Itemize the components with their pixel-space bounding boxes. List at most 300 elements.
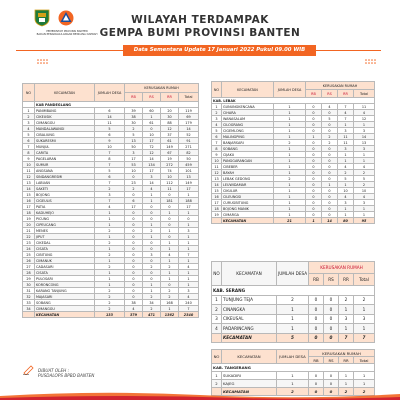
total-rs: 14 [322, 218, 338, 224]
row-kecamatan: LEBAK GEDONG [222, 176, 274, 182]
row-no: 4 [212, 122, 222, 128]
row-rr: 3 [339, 314, 354, 324]
row-kecamatan: SOBANG [222, 146, 274, 152]
row-kecamatan: KARANG TANJUNG [35, 288, 95, 294]
row-jumlah-desa: 2 [95, 306, 125, 312]
row-jumlah-desa: 1 [95, 222, 125, 228]
row-rb: 1 [306, 134, 322, 140]
row-total: 1 [354, 158, 375, 164]
row-rb: 0 [125, 246, 143, 252]
row-jumlah-desa: 9 [95, 138, 125, 144]
row-total: 459 [179, 162, 199, 168]
row-no: 8 [23, 150, 35, 156]
row-total: 7 [179, 252, 199, 258]
total-total: 7 [354, 333, 375, 343]
made-by-label [38, 368, 94, 378]
row-rs: 0 [143, 210, 161, 216]
row-rb: 3 [125, 150, 143, 156]
row-rr: 1 [338, 122, 354, 128]
row-no: 7 [212, 140, 222, 146]
row-jumlah-desa: 2 [95, 294, 125, 300]
row-no: 13 [212, 176, 222, 182]
row-kecamatan: CISATA [35, 270, 95, 276]
col-header-rs: RS [324, 274, 339, 286]
org-line-1: PEMERINTAH PROVINSI BANTEN [46, 30, 88, 33]
row-rr: 1 [161, 270, 179, 276]
row-jumlah-desa: 1 [274, 128, 306, 134]
col-header-rr: RR [339, 357, 354, 364]
row-rb: 0 [125, 192, 143, 198]
row-kecamatan: CURUGBITUNG [222, 200, 274, 206]
row-total: 1 [179, 270, 199, 276]
row-rr: 4 [338, 194, 354, 200]
row-no: 25 [23, 252, 35, 258]
region-label: KAB. LEBAK [212, 98, 375, 104]
row-rr: 1 [338, 206, 354, 212]
row-total: 179 [179, 120, 199, 126]
row-jumlah-desa: 7 [95, 180, 125, 186]
row-rs: 0 [324, 295, 339, 305]
col-header-kerusakan: KERUSAKAN RUMAH [125, 84, 199, 93]
row-rs: 0 [322, 122, 338, 128]
table-row [212, 324, 375, 334]
row-rr: 1 [338, 158, 354, 164]
row-kecamatan: LABUAN [35, 180, 95, 186]
row-total: 1 [179, 246, 199, 252]
pen-icon [23, 365, 35, 375]
row-rr: 1 [161, 258, 179, 264]
row-rb: 0 [309, 305, 324, 315]
row-rb: 0 [125, 210, 143, 216]
row-rr: 0 [161, 204, 179, 210]
row-rr: 0 [161, 216, 179, 222]
row-total: 240 [179, 300, 199, 306]
decorative-dots [36, 58, 50, 66]
row-rr: 1 [338, 152, 354, 158]
row-kecamatan: PADARINCANG [222, 324, 277, 334]
row-jumlah-desa: 6 [95, 174, 125, 180]
row-rs: 61 [143, 120, 161, 126]
row-jumlah-desa: 2 [95, 288, 125, 294]
row-rb: 0 [306, 140, 322, 146]
table-row [212, 380, 375, 388]
row-rr: 1 [161, 306, 179, 312]
col-header-no: NO [23, 84, 35, 102]
table-body [23, 102, 199, 318]
row-total: 13 [354, 140, 375, 146]
row-no: 5 [23, 132, 35, 138]
row-jumlah-desa: 1 [95, 246, 125, 252]
row-kecamatan: SINDANGRESMI [35, 174, 95, 180]
row-no: 2 [23, 114, 35, 120]
row-kecamatan: CIHARA [222, 110, 274, 116]
row-jumlah-desa: 5 [95, 168, 125, 174]
row-total: 4 [354, 164, 375, 170]
row-rs: 17 [143, 168, 161, 174]
row-kecamatan: CIMANGGU [35, 120, 95, 126]
col-header-jumlah-desa: JUMLAH DESA [274, 82, 306, 98]
row-total: 1 [354, 212, 375, 218]
row-rr: 1 [339, 324, 354, 334]
col-header-no: NO [212, 350, 222, 364]
row-kecamatan: KADUHEJO [35, 210, 95, 216]
row-rr: 2 [161, 288, 179, 294]
row-rb: 0 [125, 228, 143, 234]
row-rs: 0 [143, 126, 161, 132]
row-rb: 0 [306, 146, 322, 152]
row-no: 20 [23, 222, 35, 228]
org-line-2: BADAN PENANGGULANGAN BENCANA DAERAH [36, 33, 98, 36]
row-kecamatan: MENES [35, 228, 95, 234]
row-rs: 3 [143, 252, 161, 258]
row-total: 149 [179, 180, 199, 186]
row-rs: 0 [143, 204, 161, 210]
row-rb: 2 [125, 186, 143, 192]
row-jumlah-desa: 1 [95, 258, 125, 264]
row-rs: 0 [324, 305, 339, 315]
row-jumlah-desa: 7 [95, 150, 125, 156]
total-label: KECAMATAN [222, 218, 274, 224]
col-header-total: Total [354, 90, 375, 98]
total-total: 2340 [179, 312, 199, 318]
row-jumlah-desa: 1 [277, 380, 309, 388]
row-total: 188 [179, 198, 199, 204]
row-jumlah-desa: 5 [95, 126, 125, 132]
row-total: 50 [179, 156, 199, 162]
col-header-jumlah-desa: JUMLAH DESA [277, 262, 309, 286]
row-rr: 1 [339, 372, 354, 380]
total-blank [23, 312, 35, 318]
row-total: 3 [354, 146, 375, 152]
row-rs: 0 [322, 212, 338, 218]
col-header-total: Total [354, 274, 375, 286]
row-jumlah-desa: 1 [274, 116, 306, 122]
row-rb: 0 [125, 276, 143, 282]
row-rb: 50 [125, 144, 143, 150]
row-rs: 0 [322, 170, 338, 176]
row-jumlah-desa: 11 [95, 120, 125, 126]
row-jumlah-desa: 7 [95, 162, 125, 168]
total-row [212, 218, 375, 224]
col-header-rs: RS [322, 90, 338, 98]
row-rs: 0 [143, 258, 161, 264]
row-rs: 0 [322, 158, 338, 164]
row-rr: 1 [161, 228, 179, 234]
row-jumlah-desa: 1 [274, 158, 306, 164]
region-label: KAB PANDEGLANG [35, 102, 199, 108]
row-kecamatan: CIKULUR [222, 188, 274, 194]
row-rr: 88 [161, 120, 179, 126]
row-jumlah-desa: 1 [274, 122, 306, 128]
row-no: 10 [23, 162, 35, 168]
total-label: KECAMATAN [35, 312, 95, 318]
row-kecamatan: CIKEUSAL [222, 314, 277, 324]
row-total: 1 [179, 210, 199, 216]
row-rs: 5 [322, 116, 338, 122]
row-jumlah-desa: 10 [95, 144, 125, 150]
row-rs: 34 [143, 300, 161, 306]
row-rr: 5 [338, 176, 354, 182]
row-kecamatan: CARITA [35, 150, 95, 156]
row-kecamatan: KAJEG [222, 380, 277, 388]
row-rs: 1 [143, 114, 161, 120]
row-rs: 0 [143, 240, 161, 246]
row-rs: 1 [322, 182, 338, 188]
total-rs: 471 [143, 312, 161, 318]
total-label: KECAMATAN [222, 333, 277, 343]
row-no: 1 [212, 372, 222, 380]
row-kecamatan: BANJARSARI [222, 140, 274, 146]
row-rb: 17 [125, 204, 143, 210]
row-rb: 0 [125, 222, 143, 228]
row-kecamatan: MUNJUL [35, 144, 95, 150]
row-no: 9 [23, 156, 35, 162]
row-rr: 4 [161, 252, 179, 258]
decorative-dots [364, 58, 378, 66]
row-kecamatan: BOJONG MANIK [222, 206, 274, 212]
row-no: 19 [212, 212, 222, 218]
row-jumlah-desa: 1 [274, 146, 306, 152]
row-no: 2 [212, 110, 222, 116]
row-jumlah-desa: 2 [95, 264, 125, 270]
total-rr: 2 [339, 388, 354, 396]
row-total: 1 [179, 258, 199, 264]
total-label: KECAMATAN [222, 388, 277, 396]
row-jumlah-desa: 2 [95, 240, 125, 246]
row-no: 18 [23, 210, 35, 216]
row-rb: 5 [125, 132, 143, 138]
row-total: 11 [354, 104, 375, 110]
row-rs: 0 [322, 188, 338, 194]
row-no: 31 [23, 288, 35, 294]
row-kecamatan: SUKADIRI [222, 372, 277, 380]
row-no: 10 [212, 158, 222, 164]
row-jumlah-desa: 1 [274, 212, 306, 218]
row-no: 8 [212, 146, 222, 152]
row-rs: 0 [324, 324, 339, 334]
row-total: 52 [179, 132, 199, 138]
row-kecamatan: MANDALAWANGI [35, 126, 95, 132]
row-rr: 7 [338, 116, 354, 122]
row-rb: 0 [125, 234, 143, 240]
table-row [212, 295, 375, 305]
row-total: 91 [179, 138, 199, 144]
row-no: 11 [212, 164, 222, 170]
row-rb: 0 [306, 176, 322, 182]
row-jumlah-desa: 2 [95, 228, 125, 234]
row-jumlah-desa: 2 [277, 295, 309, 305]
row-jumlah-desa: 1 [95, 216, 125, 222]
row-rb: 53 [125, 162, 143, 168]
row-kecamatan: WANASALAM [222, 116, 274, 122]
row-jumlah-desa: 1 [274, 152, 306, 158]
col-header-kecamatan: KECAMATAN [222, 262, 277, 286]
row-rb: 0 [125, 270, 143, 276]
row-rs: 0 [322, 110, 338, 116]
row-no: 24 [23, 246, 35, 252]
row-total: 1 [354, 372, 375, 380]
row-jumlah-desa: 7 [95, 198, 125, 204]
row-rr: 0 [161, 234, 179, 240]
row-no: 2 [212, 305, 222, 315]
row-kecamatan: CIMANUK [35, 258, 95, 264]
row-jumlah-desa: 3 [95, 192, 125, 198]
row-rr: 149 [161, 144, 179, 150]
row-jumlah-desa: 6 [95, 132, 125, 138]
row-rr: 7 [338, 104, 354, 110]
row-jumlah-desa: 1 [274, 188, 306, 194]
row-kecamatan: PAGELARAN [35, 156, 95, 162]
row-rr: 3 [338, 200, 354, 206]
row-rs: 0 [322, 152, 338, 158]
row-rb: 0 [125, 216, 143, 222]
row-total: 17 [179, 204, 199, 210]
row-no: 7 [23, 144, 35, 150]
row-rs: 1 [143, 282, 161, 288]
row-total: 119 [179, 108, 199, 114]
row-no: 3 [212, 116, 222, 122]
row-jumlah-desa: 14 [95, 114, 125, 120]
row-no: 2 [212, 380, 222, 388]
row-rb: 0 [306, 170, 322, 176]
row-kecamatan: BAYAH [222, 170, 274, 176]
col-header-rr: RR [161, 93, 179, 102]
row-no: 14 [23, 186, 35, 192]
row-rr: 37 [161, 132, 179, 138]
row-jumlah-desa: 1 [95, 210, 125, 216]
row-kecamatan: LEUWIDAMAR [222, 182, 274, 188]
row-no: 28 [23, 270, 35, 276]
row-rb: 10 [125, 168, 143, 174]
table-body [212, 286, 375, 343]
row-rr: 11 [338, 140, 354, 146]
row-rr: 1 [161, 240, 179, 246]
row-total: 3 [179, 228, 199, 234]
row-jumlah-desa: 1 [277, 372, 309, 380]
row-total: 1 [179, 240, 199, 246]
table-serang [211, 261, 375, 343]
row-kecamatan: CIBITUNG [35, 252, 95, 258]
row-kecamatan: CIJAKU [222, 152, 274, 158]
row-kecamatan: CINANGKA [222, 305, 277, 315]
row-rb: 0 [306, 164, 322, 170]
row-rs: 0 [324, 380, 339, 388]
row-no: 26 [23, 258, 35, 264]
row-rs: 14 [143, 156, 161, 162]
row-total: 82 [179, 150, 199, 156]
row-no: 1 [23, 108, 35, 114]
row-kecamatan: BOJONG [35, 192, 95, 198]
row-rs: 1 [143, 234, 161, 240]
row-total: 271 [179, 144, 199, 150]
row-rs: 17 [143, 138, 161, 144]
row-no: 33 [23, 300, 35, 306]
row-rb: 2 [125, 126, 143, 132]
row-rs: 14 [143, 180, 161, 186]
row-jumlah-desa: 1 [95, 282, 125, 288]
row-rb: 39 [125, 108, 143, 114]
row-kecamatan: CILOGRANG [222, 122, 274, 128]
col-header-rb: RB [309, 274, 324, 286]
total-rs: 0 [324, 333, 339, 343]
row-rb: 0 [306, 110, 322, 116]
row-jumlah-desa: 1 [95, 234, 125, 240]
region-label: KAB. TANGERANG [212, 364, 375, 372]
row-rr: 12 [161, 126, 179, 132]
row-rs: 0 [143, 276, 161, 282]
col-header-rr: RR [339, 274, 354, 286]
col-header-kecamatan: KECAMATAN [35, 84, 95, 102]
row-rb: 0 [309, 295, 324, 305]
row-rb: 13 [125, 138, 143, 144]
row-rs: 0 [322, 176, 338, 182]
row-rb: 6 [125, 198, 143, 204]
col-header-jumlah-desa: JUMLAH DESA [95, 84, 125, 102]
row-total: 14 [354, 134, 375, 140]
row-rb: 0 [306, 104, 322, 110]
row-rs: 1 [143, 288, 161, 294]
row-kecamatan: CIKEDAL [35, 240, 95, 246]
row-kecamatan: PANIMBANG [35, 108, 95, 114]
row-no: 29 [23, 276, 35, 282]
row-total: 4 [179, 264, 199, 270]
total-rs: 0 [324, 388, 339, 396]
row-jumlah-desa: 1 [274, 206, 306, 212]
row-jumlah-desa: 1 [277, 305, 309, 315]
col-header-total: Total [179, 93, 199, 102]
row-kecamatan: JIPUT [35, 234, 95, 240]
row-rs: 72 [143, 144, 161, 150]
row-kecamatan: KORONCONG [35, 282, 95, 288]
row-no: 14 [212, 182, 222, 188]
row-rb: 0 [125, 174, 143, 180]
row-total: 69 [179, 114, 199, 120]
row-jumlah-desa: 1 [274, 194, 306, 200]
row-rb: 38 [125, 114, 143, 120]
row-rr: 0 [161, 192, 179, 198]
row-rr: 1 [161, 276, 179, 282]
row-total: 5 [354, 176, 375, 182]
row-kecamatan: CIGEULIS [35, 198, 95, 204]
row-no: 22 [23, 234, 35, 240]
row-jumlah-desa: 1 [95, 276, 125, 282]
row-jumlah-desa: 2 [274, 176, 306, 182]
row-rr: 30 [161, 114, 179, 120]
col-header-kerusakan: KERUSAKAN RUMAH [309, 262, 375, 274]
row-kecamatan: MALINGPING [222, 134, 274, 140]
row-total: 7 [179, 306, 199, 312]
row-rs: 134 [143, 162, 161, 168]
row-rs: 2 [322, 134, 338, 140]
row-kecamatan: PATIA [35, 204, 95, 210]
row-jumlah-desa: 2 [274, 140, 306, 146]
row-rr: 0 [161, 282, 179, 288]
row-rr: 1 [338, 182, 354, 188]
table-pandeglang [22, 83, 199, 318]
total-rr: 80 [338, 218, 354, 224]
row-no: 11 [23, 168, 35, 174]
row-kecamatan: CIKEUSIK [35, 114, 95, 120]
row-rr: 10 [161, 174, 179, 180]
row-no: 3 [212, 314, 222, 324]
row-rs: 1 [143, 198, 161, 204]
row-kecamatan: ANGSANA [35, 168, 95, 174]
total-jumlah-desa: 5 [277, 333, 309, 343]
row-rr: 2 [338, 170, 354, 176]
row-rr: 11 [338, 134, 354, 140]
row-jumlah-desa: 1 [95, 270, 125, 276]
row-no: 12 [212, 170, 222, 176]
